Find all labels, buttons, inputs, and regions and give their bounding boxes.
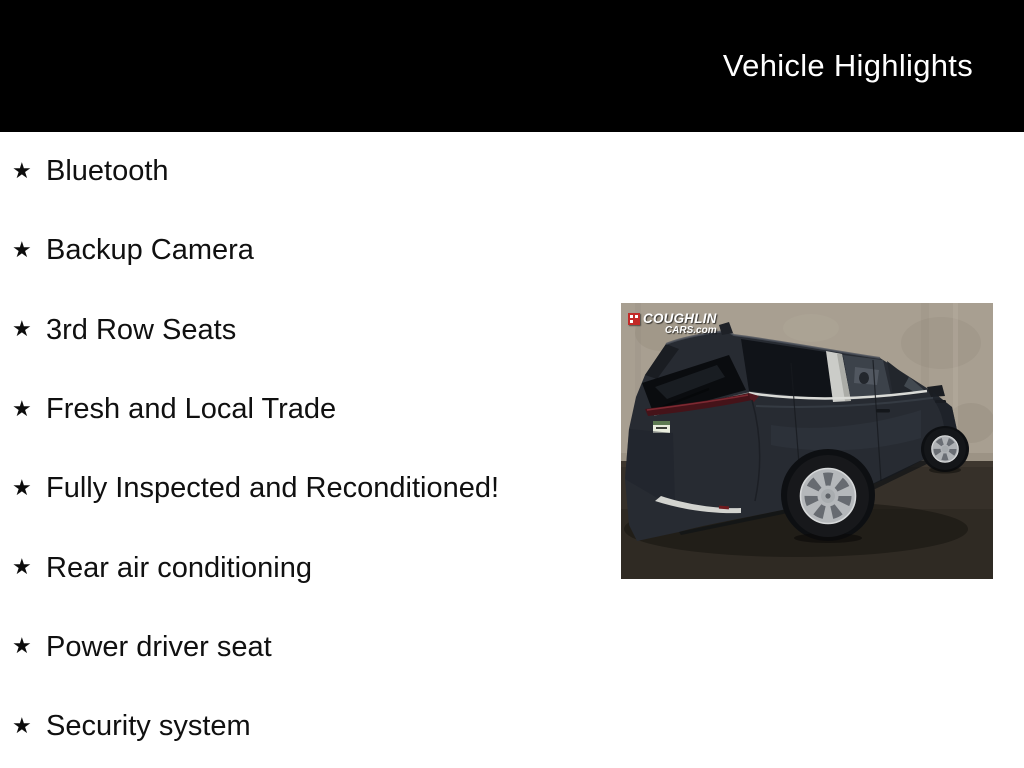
highlight-text: Fully Inspected and Reconditioned! <box>46 472 500 505</box>
list-item <box>12 132 499 211</box>
star-bullet-icon: ★ <box>12 236 32 262</box>
watermark-suffix: CARS.com <box>664 325 717 336</box>
highlight-text: Bluetooth <box>46 155 169 188</box>
list-item <box>12 449 499 528</box>
list-item <box>12 528 499 607</box>
watermark-brand: COUGHLIN <box>643 311 717 326</box>
license-plate <box>653 421 670 433</box>
highlights-list <box>12 132 499 766</box>
list-item <box>12 608 499 687</box>
highlight-text: Backup Camera <box>46 234 254 267</box>
watermark <box>628 312 717 336</box>
list-item <box>12 291 499 370</box>
star-bullet-icon: ★ <box>12 712 32 738</box>
highlight-text: Power driver seat <box>46 630 272 663</box>
star-bullet-icon: ★ <box>12 474 32 500</box>
highlight-text: Rear air conditioning <box>46 551 312 584</box>
star-bullet-icon: ★ <box>12 157 32 183</box>
vehicle-photo <box>621 303 993 579</box>
star-bullet-icon: ★ <box>12 316 32 342</box>
star-bullet-icon: ★ <box>12 633 32 659</box>
highlight-text: Security system <box>46 710 251 743</box>
star-bullet-icon: ★ <box>12 395 32 421</box>
list-item <box>12 211 499 290</box>
coughlin-logo-icon <box>628 313 640 325</box>
minivan-illustration <box>621 303 993 579</box>
highlight-text: Fresh and Local Trade <box>46 393 337 426</box>
highlight-text: 3rd Row Seats <box>46 313 237 346</box>
page-title: Vehicle Highlights <box>722 48 973 83</box>
list-item <box>12 370 499 449</box>
header-bar <box>0 0 1024 132</box>
list-item <box>12 687 499 766</box>
star-bullet-icon: ★ <box>12 554 32 580</box>
